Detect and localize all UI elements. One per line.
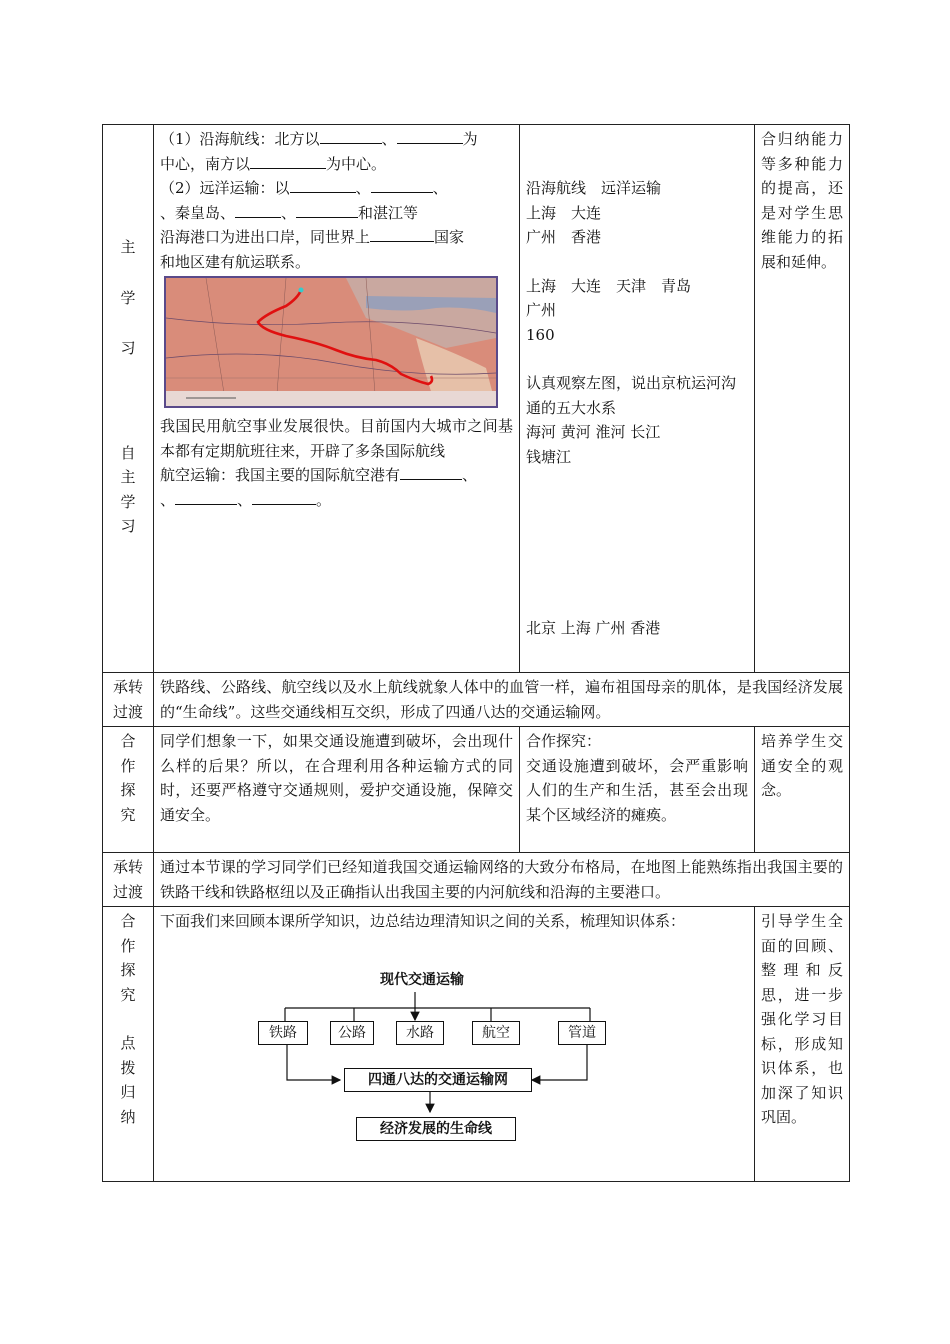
label-char: 学 <box>120 288 136 307</box>
answer-line: 北京 上海 广州 香港 <box>526 619 661 637</box>
answer-blank[interactable] <box>296 201 358 218</box>
row-self-study <box>103 125 850 673</box>
air-transport-question: 航空运输：我国主要的国际航空港有 、 、 、 。 <box>160 463 513 512</box>
civil-aviation-text: 我国民用航空事业发展很快。目前国内大城市之间基本都有定期航班往来，开辟了多条国际航线 <box>160 417 513 460</box>
answer-line: 上海 大连 天津 青岛 <box>526 276 692 295</box>
answer-blank[interactable] <box>320 127 382 144</box>
row-label-transition: 承转 过渡 <box>103 673 154 727</box>
row-label-self-study <box>103 125 154 673</box>
inquiry-answer: 合作探究： 交通设施遭到破坏，会严重影响人们的生产和生活，甚至会出现某个区域经济的瘫痪。 <box>520 727 755 853</box>
answer-line: 钱塘江 <box>526 447 572 466</box>
answer-blank[interactable] <box>400 463 462 480</box>
answer-blank[interactable] <box>235 201 281 218</box>
mode-railway-box: 铁路 <box>258 1021 308 1045</box>
answer-blank[interactable] <box>175 488 237 505</box>
self-study-answers <box>520 125 755 673</box>
label-char: 习 <box>120 339 136 357</box>
label-char: 习 <box>120 517 136 535</box>
answer-line: 海河 黄河 淮河 长江 <box>526 423 661 441</box>
answer-line: 沿海航线 远洋运输 <box>526 179 662 197</box>
self-study-content <box>154 125 520 673</box>
answer-blank[interactable] <box>250 152 326 169</box>
answer-blank[interactable] <box>290 176 356 193</box>
mode-waterway-box: 水路 <box>396 1021 444 1045</box>
answer-blank[interactable] <box>397 127 463 144</box>
answer-blank[interactable] <box>370 225 434 242</box>
knowledge-review <box>154 907 755 1182</box>
design-intent-note: 合归纳能力等多种能力的提高，还是对学生思维能力的拓展和延伸。 <box>755 125 850 673</box>
inquiry-intent-note: 培养学生交通安全的观念。 <box>755 727 850 853</box>
mode-aviation-box: 航空 <box>472 1021 520 1045</box>
summary-intent-note: 引导学生全面的回顾、整理和反思，进一步强化学习目标，形成知识体系，也加深了知识巩固。 <box>755 907 850 1182</box>
row-transition-1 <box>103 673 850 727</box>
ocean-transport-question: （2）远洋运输：以 、 、 、秦皇岛、 、 和湛江等 沿海港口为进出口岸，同世界上 国家 和地区建有航运联系。 <box>160 176 513 274</box>
lifeline-box: 经济发展的生命线 <box>356 1117 516 1141</box>
lesson-plan-table <box>102 124 850 1182</box>
row-cooperative-inquiry <box>103 727 850 853</box>
coastal-route-question: （1）沿海航线：北方以 、 为 中心，南方以 为中心。 <box>160 127 513 176</box>
grand-canal-map <box>164 276 498 408</box>
label-char: 主 <box>120 238 136 256</box>
label-char: 自 <box>120 443 136 462</box>
answer-blank[interactable] <box>252 488 316 505</box>
row-label-summary: 合 作 探 究 点 拨 归 纳 <box>103 907 154 1182</box>
knowledge-diagram <box>160 948 740 1148</box>
transition-text: 铁路线、公路线、航空线以及水上航线就象人体中的血管一样，遍布祖国母亲的肌体，是我国经济发展的“生命线”。这些交通线相互交织，形成了四通八达的交通运输网。 <box>154 673 850 727</box>
answer-blank[interactable] <box>371 176 433 193</box>
mode-pipeline-box: 管道 <box>558 1021 606 1045</box>
answer-line: 认真观察左图，说出京杭运河沟通的五大水系 <box>526 374 737 417</box>
inquiry-question: 同学们想象一下，如果交通设施遭到破坏，会出现什么样的后果？所以，在合理利用各种运输方式的同时，还要严格遵守交通规则，爱护交通设施，保障交通安全。 <box>154 727 520 853</box>
label-char: 学 <box>120 492 136 511</box>
review-intro: 下面我们来回顾本课所学知识，边总结边理清知识之间的关系，梳理知识体系： <box>160 912 686 930</box>
answer-line: 160 <box>526 325 555 344</box>
answer-line: 广州 <box>526 301 557 319</box>
row-label-transition: 承转 过渡 <box>103 853 154 907</box>
row-label-inquiry: 合 作 探 究 <box>103 727 154 853</box>
mode-highway-box: 公路 <box>330 1021 374 1045</box>
transport-network-box: 四通八达的交通运输网 <box>344 1068 532 1092</box>
answer-line: 广州 香港 <box>526 228 602 246</box>
row-transition-2 <box>103 853 850 907</box>
label-char: 主 <box>120 468 136 486</box>
answer-line: 上海 大连 <box>526 203 602 222</box>
summary-text: 通过本节课的学习同学们已经知道我国交通运输网络的大致分布格局，在地图上能熟练指出我国主要的铁路干线和铁路枢纽以及正确指认出我国主要的内河航线和沿海的主要港口。 <box>154 853 850 907</box>
row-summary <box>103 907 850 1182</box>
diagram-title: 现代交通运输 <box>380 971 464 988</box>
